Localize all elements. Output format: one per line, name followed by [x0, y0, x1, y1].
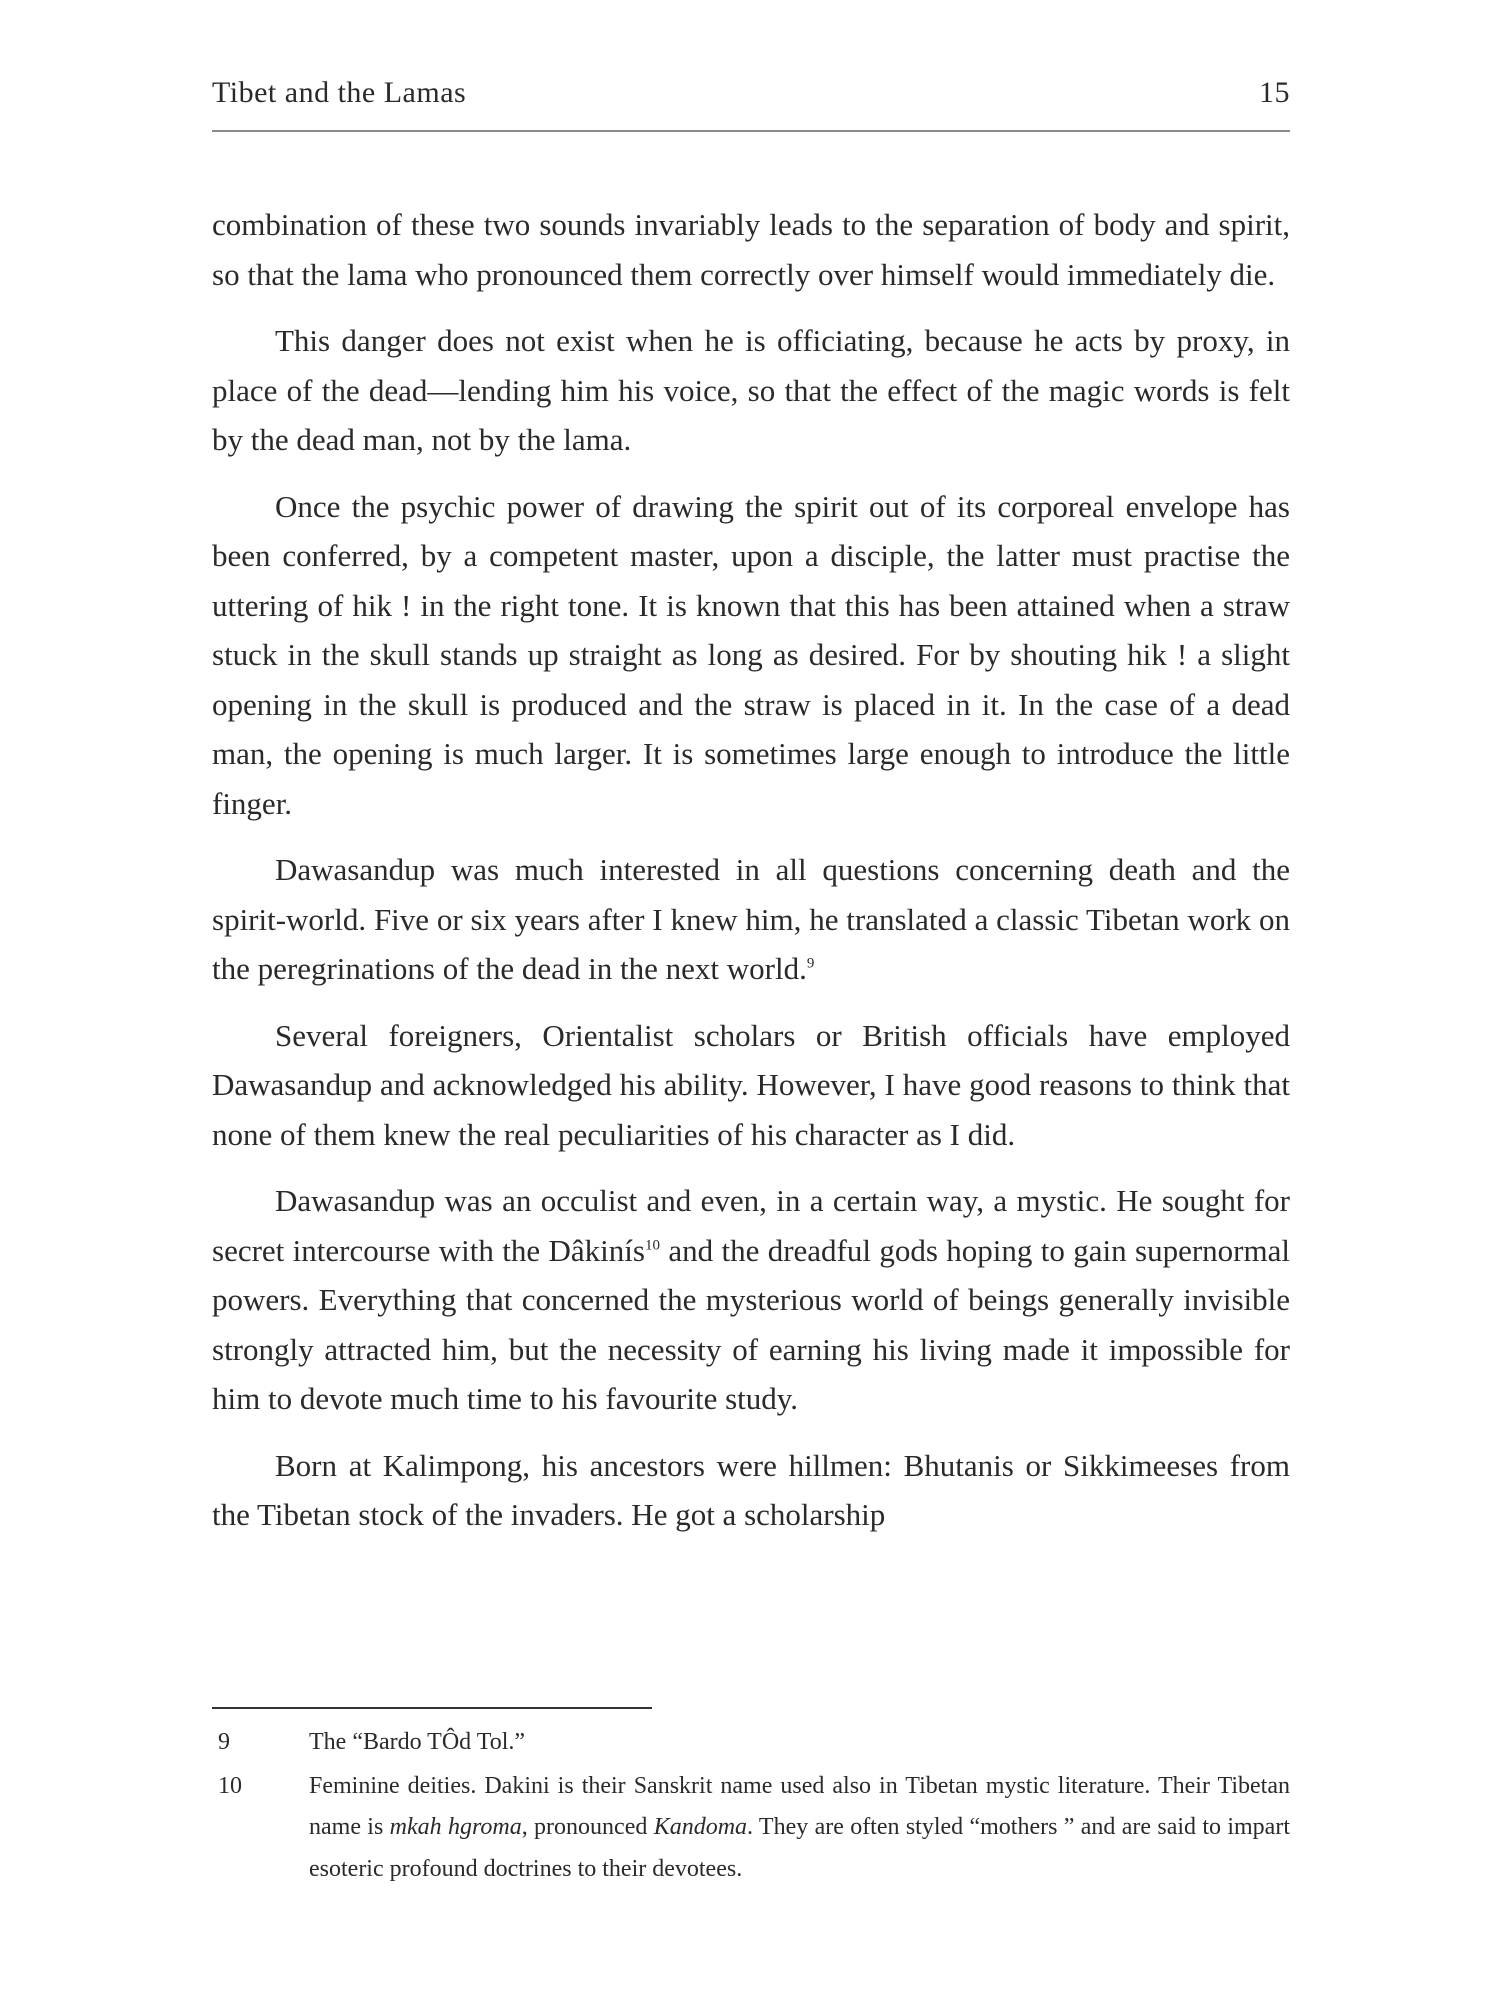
footnotes: [212, 1722, 1290, 1892]
footnote-text-part: , pronounced: [521, 1814, 654, 1840]
header-rule: [212, 130, 1290, 132]
body-text: [212, 200, 1290, 1557]
paragraph-5: Several foreigners, Orientalist scholars or British officials have employed Dawasandup and acknowledged his ability. However, I have good reasons to think that none of them knew the real peculiarities of his character as I did.: [212, 1017, 1290, 1152]
footnote-text-part: Feminine deities. Dakini is their Sanskrit name used also in Tibetan mystic literature. Their Tibetan name is: [309, 1772, 1290, 1840]
running-head-title: Tibet and the Lamas: [212, 76, 467, 109]
paragraph-4: [212, 845, 1290, 994]
footnote-ref-9[interactable]: 9: [806, 955, 815, 972]
footnote-9: [212, 1722, 1290, 1764]
footnote-text: [309, 1766, 1290, 1891]
footnote-10: [212, 1766, 1290, 1891]
page-number: 15: [1259, 76, 1290, 109]
footnote-ref-10[interactable]: 10: [644, 1237, 660, 1254]
running-head: [212, 76, 1290, 116]
footnote-number: 9: [218, 1729, 230, 1755]
tibetan-term: mkah hgroma: [389, 1814, 522, 1840]
paragraph-7: Born at Kalimpong, his ancestors were hillmen: Bhutanis or Sikkimeeses from the Tibetan stock of the invaders. He got a scholarship: [212, 1447, 1290, 1532]
pronunciation-term: Kandoma: [653, 1814, 748, 1840]
paragraph-2: This danger does not exist when he is officiating, because he acts by proxy, in place of the dead—lending him his voice, so that the effect of the magic words is felt by the dead man, not by the lama.: [212, 323, 1290, 457]
paragraph-6-text-after: and the dreadful gods hoping to gain supernormal powers. Everything that concerned the mysterious world of beings generally invisible strongly attracted him, but the necessity of earning his living made it impossible for him to devote much time to his favourite study.: [212, 1232, 1290, 1416]
footnote-number: 10: [218, 1772, 242, 1799]
paragraph-6-text-before: Dawasandup was an occulist and even, in a certain way, a mystic. He sought for secret intercourse with the Dâkinís: [212, 1183, 1290, 1268]
footnote-text-part: . They are often styled “mothers ” and are said to impart esoteric profound doctrines to their devotees.: [309, 1814, 1290, 1882]
footnote-text: The “Bardo TÔd Tol.”: [309, 1729, 526, 1755]
footnote-rule: [212, 1707, 652, 1709]
paragraph-4-text: Dawasandup was much interested in all questions concerning death and the spirit-world. Five or six years after I knew him, he translated a classic Tibetan work on the peregrinations of the dead in the next world.: [212, 852, 1290, 986]
paragraph-6: [212, 1176, 1290, 1424]
paragraph-3: Once the psychic power of drawing the spirit out of its corporeal envelope has been conferred, by a competent master, upon a disciple, the latter must practise the uttering of hik ! in the right tone. It is known that this has been attained when a straw stuck in the skull stands up straight as long as desired. For by shouting hik ! a slight opening in the skull is produced and the straw is placed in it. In the case of a dead man, the opening is much larger. It is sometimes large enough to introduce the little finger.: [212, 488, 1290, 821]
paragraph-1: combination of these two sounds invariably leads to the separation of body and spirit, so that the lama who pronounced them correctly over himself would immediately die.: [212, 207, 1290, 292]
